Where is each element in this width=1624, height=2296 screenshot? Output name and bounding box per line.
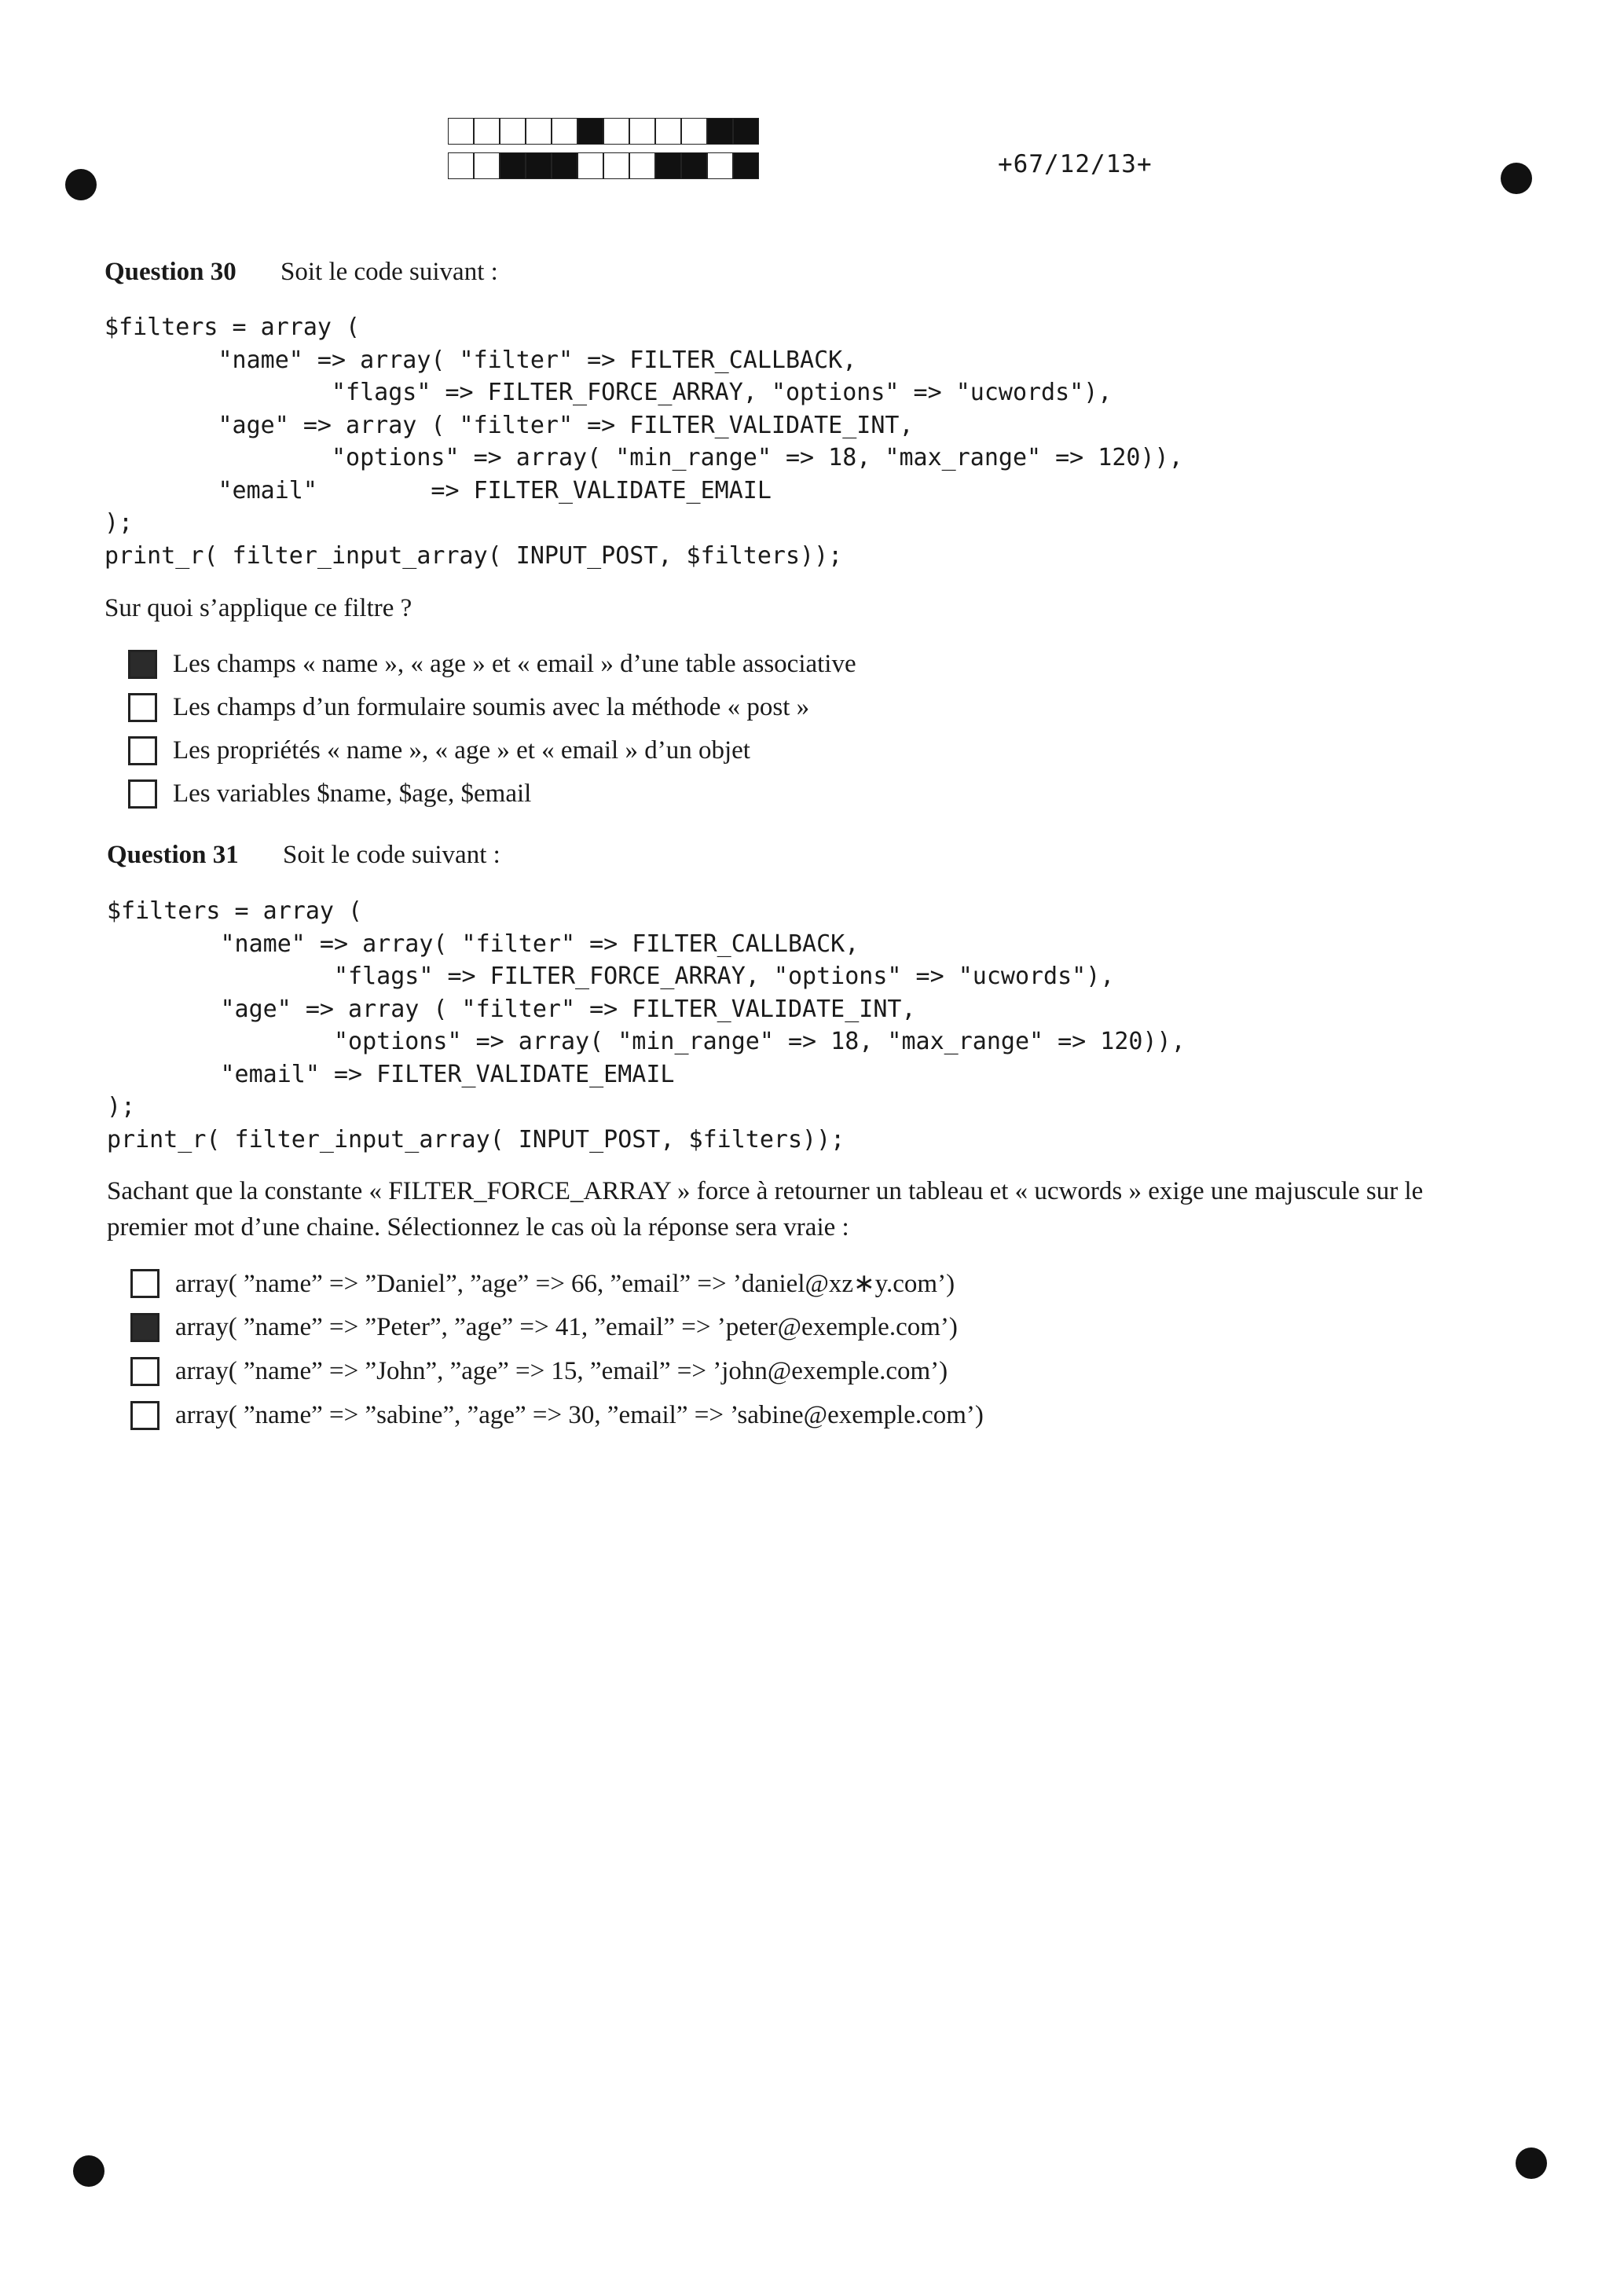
checkbox[interactable] bbox=[130, 1313, 159, 1342]
choice-option[interactable] bbox=[130, 1265, 955, 1301]
choice-option[interactable] bbox=[128, 689, 809, 725]
registration-mark-bottom-right bbox=[1516, 2147, 1547, 2179]
code-grid-cell bbox=[526, 118, 552, 145]
choice-text: Les propriétés « name », « age » et « email » d’un objet bbox=[173, 735, 750, 765]
code-grid-cell bbox=[629, 152, 655, 179]
registration-mark-top-right bbox=[1501, 163, 1532, 194]
question-label: Question 31 bbox=[107, 841, 239, 869]
code-grid-cell bbox=[474, 118, 500, 145]
question-intro: Soit le code suivant : bbox=[283, 841, 500, 869]
checkbox[interactable] bbox=[130, 1401, 159, 1430]
question-label: Question 30 bbox=[104, 258, 236, 286]
code-grid-cell bbox=[733, 118, 759, 145]
choice-option[interactable] bbox=[130, 1309, 958, 1345]
code-grid-cell bbox=[707, 118, 733, 145]
code-grid-cell bbox=[526, 152, 552, 179]
choice-text: Les champs d’un formulaire soumis avec la méthode « post » bbox=[173, 692, 810, 721]
student-id-code-grid bbox=[448, 118, 762, 182]
code-grid-cell bbox=[733, 152, 759, 179]
choice-text: Les champs « name », « age » et « email » d’une table associative bbox=[173, 649, 856, 678]
checkbox[interactable] bbox=[130, 1357, 159, 1386]
code-grid-cell bbox=[552, 118, 577, 145]
code-grid-cell bbox=[577, 152, 603, 179]
code-grid-cell bbox=[603, 118, 629, 145]
registration-mark-bottom-left bbox=[73, 2155, 104, 2187]
question-31-heading bbox=[107, 841, 500, 870]
choice-text: Les variables $name, $age, $email bbox=[173, 779, 532, 808]
prompt-line: Sachant que la constante « FILTER_FORCE_ARRAY » force à retourner un tableau et « ucwords » exige une majuscule sur le bbox=[107, 1177, 1424, 1205]
question-30-heading bbox=[104, 258, 498, 287]
choice-option[interactable] bbox=[128, 646, 856, 682]
checkbox[interactable] bbox=[128, 693, 157, 722]
code-grid-cell bbox=[681, 118, 707, 145]
code-grid-cell bbox=[603, 152, 629, 179]
checkbox[interactable] bbox=[130, 1269, 159, 1298]
code-grid-cell bbox=[448, 118, 474, 145]
choice-option[interactable] bbox=[128, 776, 531, 812]
code-grid-cell bbox=[655, 118, 681, 145]
checkbox[interactable] bbox=[128, 736, 157, 765]
code-grid-cell bbox=[500, 152, 526, 179]
choice-text: array( ”name” => ”John”, ”age” => 15, ”email” => ’john@exemple.com’) bbox=[175, 1356, 948, 1385]
prompt-line: premier mot d’une chaine. Sélectionnez le cas où la réponse sera vraie : bbox=[107, 1213, 849, 1242]
code-grid-cell bbox=[629, 118, 655, 145]
code-grid-cell bbox=[577, 118, 603, 145]
question-30-code: $filters = array ( "name" => array( "filter" => FILTER_CALLBACK, "flags" => FILTER_FORCE_ARRAY, "options" => "ucwords"), "age" => array ( "filter" => FILTER_VALIDATE_INT, "options" => array( "min_range" => 18, "max_range" => 120)), "email" => FILTER_VALIDATE_EMAIL ); print_r( filter_input_array( INPUT_POST, $filters)); bbox=[104, 314, 1183, 570]
choice-option[interactable] bbox=[128, 732, 750, 768]
code-grid-cell bbox=[552, 152, 577, 179]
choice-text: array( ”name” => ”Peter”, ”age” => 41, ”email” => ’peter@exemple.com’) bbox=[175, 1312, 958, 1341]
choice-option[interactable] bbox=[130, 1353, 948, 1389]
choice-option[interactable] bbox=[130, 1397, 984, 1433]
checkbox[interactable] bbox=[128, 779, 157, 809]
choice-text: array( ”name” => ”sabine”, ”age” => 30, ”email” => ’sabine@exemple.com’) bbox=[175, 1400, 984, 1429]
code-grid-row bbox=[448, 118, 762, 146]
code-grid-cell bbox=[500, 118, 526, 145]
code-grid-cell bbox=[448, 152, 474, 179]
registration-mark-top-left bbox=[65, 169, 97, 200]
code-grid-cell bbox=[681, 152, 707, 179]
page-id: +67/12/13+ bbox=[998, 150, 1153, 178]
code-grid-cell bbox=[474, 152, 500, 179]
question-intro: Soit le code suivant : bbox=[280, 258, 498, 286]
code-grid-cell bbox=[707, 152, 733, 179]
checkbox[interactable] bbox=[128, 650, 157, 679]
code-grid-row bbox=[448, 152, 762, 181]
code-grid-cell bbox=[655, 152, 681, 179]
question-31-code: $filters = array ( "name" => array( "filter" => FILTER_CALLBACK, "flags" => FILTER_FORCE_ARRAY, "options" => "ucwords"), "age" => array ( "filter" => FILTER_VALIDATE_INT, "options" => array( "min_range" => 18, "max_range" => 120)), "email" => FILTER_VALIDATE_EMAIL ); print_r( filter_input_array( INPUT_POST, $filters)); bbox=[107, 897, 1186, 1154]
choice-text: array( ”name” => ”Daniel”, ”age” => 66, ”email” => ’daniel@xz∗y.com’) bbox=[175, 1270, 955, 1298]
question-30-prompt: Sur quoi s’applique ce filtre ? bbox=[104, 594, 412, 622]
question-31-prompt bbox=[107, 1173, 1423, 1245]
